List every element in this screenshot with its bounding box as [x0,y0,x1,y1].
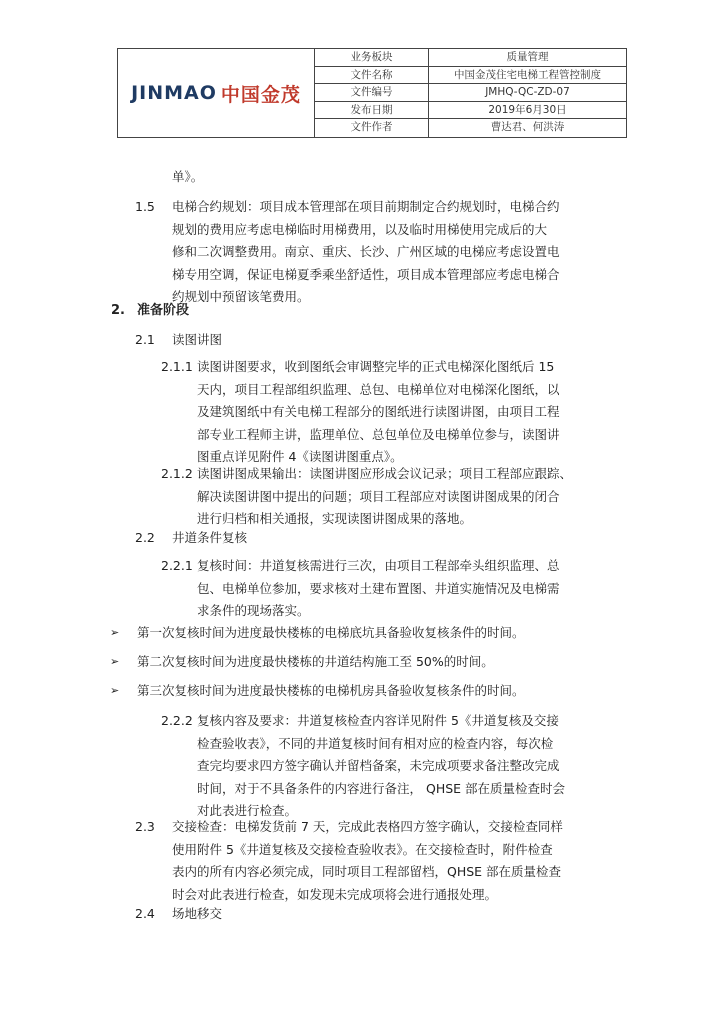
text-line: 读图讲图要求，收到图纸会审调整完毕的正式电梯深化图纸后 15 [197,359,555,374]
text-line: 复核内容及要求：井道复核检查内容详见附件 5《井道复核及交接 [197,713,559,728]
section-2-1-2-number: 2.1.2 [161,466,193,481]
header-key: 文件作者 [315,119,429,137]
text-line: 梯专用空调，保证电梯夏季乘坐舒适性，项目成本管理部应考虑电梯合 [172,266,560,282]
text-line: 约规划中预留该笔费用。 [172,289,310,304]
text-line: 包、电梯单位参加，要求核对土建布置图、井道实施情况及电梯需 [197,580,560,596]
document-header-table [117,48,627,138]
text-line: 规划的费用应考虑电梯临时用梯费用，以及临时用梯使用完成后的大 [172,221,548,237]
text-line: 图重点详见附件 4《读图讲图重点》。 [197,449,403,464]
logo-text-cn: 中国金茂 [220,83,301,106]
header-row-author [315,119,626,137]
section-2-1-number: 2.1 [135,332,155,347]
bullet-item: 第一次复核时间为进度最快楼栋的电梯底坑具备验收复核条件的时间。 [137,625,525,640]
text-line: 检查验收表》，不同的井道复核时间有相对应的检查内容，每次检 [197,735,554,751]
section-2-1-title: 读图讲图 [172,332,223,347]
company-logo [118,49,315,137]
section-2-title: 准备阶段 [137,303,190,318]
text-line: 求条件的现场落实。 [197,603,310,618]
arrow-bullet-icon: ➢ [110,684,120,697]
text-line: 查完均要求四方签字确认并留档备案，未完成项要求备注整改完成 [197,758,560,773]
section-2-1-2-paragraph [197,463,572,531]
text-line: 天内，项目工程部组织监理、总包、电梯单位对电梯深化图纸，以 [197,381,560,397]
text-line: 时会对此表进行检查，如发现未完成项将会进行通报处理。 [172,886,498,902]
section-1-5-paragraph [172,196,560,309]
lead-in-text: 单》。 [172,169,204,184]
section-2-1-1-number: 2.1.1 [161,359,193,374]
text-line: 修和二次调整费用。南京、重庆、长沙、广州区域的电梯应考虑设置电 [172,244,560,259]
bullet-item: 第二次复核时间为进度最快楼栋的井道结构施工至 50%的时间。 [137,654,494,669]
header-row-file-name [315,67,626,85]
header-key: 发布日期 [315,102,429,119]
text-line: 部专业工程师主讲，监理单位、总包单位及电梯单位参与，读图讲 [197,426,560,442]
text-line: 进行归档和相关通报，实现读图讲图成果的落地。 [197,511,473,526]
section-2-3-paragraph [172,816,563,906]
text-line: 使用附件 5《井道复核及交接检查验收表》。在交接检查时，附件检查 [172,841,553,857]
section-1-5-number: 1.5 [135,199,155,214]
logo-text-en: JINMAO [131,82,217,104]
section-2-2-2-paragraph [197,710,565,823]
header-value: 曹达君、何洪涛 [490,121,565,134]
header-key: 文件名称 [315,67,429,84]
text-line: 电梯合约规划：项目成本管理部在项目前期制定合约规划时，电梯合约 [172,199,560,214]
text-line: 及建筑图纸中有关电梯工程部分的图纸进行读图讲图，由项目工程 [197,404,560,419]
section-2-4-title: 场地移交 [172,906,223,921]
header-value: 中国金茂住宅电梯工程管控制度 [454,68,601,81]
header-key: 文件编号 [315,84,429,101]
header-value: JMHQ-QC-ZD-07 [485,86,570,99]
section-2-3-number: 2.3 [135,819,155,834]
header-value: 2019年6月30日 [488,103,567,116]
text-line: 读图讲图成果输出：读图讲图应形成会议记录；项目工程部应跟踪、 [197,466,573,481]
section-2-1-1-paragraph [197,356,560,469]
section-2-2-1-paragraph [197,555,560,623]
header-row-file-number [315,84,626,102]
section-2-4-number: 2.4 [135,906,155,921]
arrow-bullet-icon: ➢ [110,626,120,639]
section-2-2-2-number: 2.2.2 [161,713,193,728]
text-line: 解决读图讲图中提出的问题；项目工程部应对读图讲图成果的闭合 [197,488,560,504]
header-row-business [315,49,626,67]
section-2-2-number: 2.2 [135,530,155,545]
bullet-item: 第三次复核时间为进度最快楼栋的电梯机房具备验收复核条件的时间。 [137,683,525,698]
section-2-2-title: 井道条件复核 [172,530,248,545]
header-info-rows [315,49,626,137]
text-line: 时间，对于不具备条件的内容进行备注， QHSE 部在质量检查时会 [197,780,566,796]
section-2-2-1-number: 2.2.1 [161,558,193,573]
text-line: 表内的所有内容必须完成，同时项目工程部留档，QHSE 部在质量检查 [172,864,562,879]
text-line: 对此表进行检查。 [197,803,298,818]
header-value: 质量管理 [506,51,549,63]
text-line: 复核时间：井道复核需进行三次，由项目工程部牵头组织监理、总 [197,558,560,573]
text-line: 交接检查：电梯发货前 7 天，完成此表格四方签字确认，交接检查同样 [172,819,563,834]
section-2-number: 2. [111,303,125,318]
arrow-bullet-icon: ➢ [110,655,120,668]
header-row-release-date [315,102,626,120]
header-key: 业务板块 [315,49,429,66]
